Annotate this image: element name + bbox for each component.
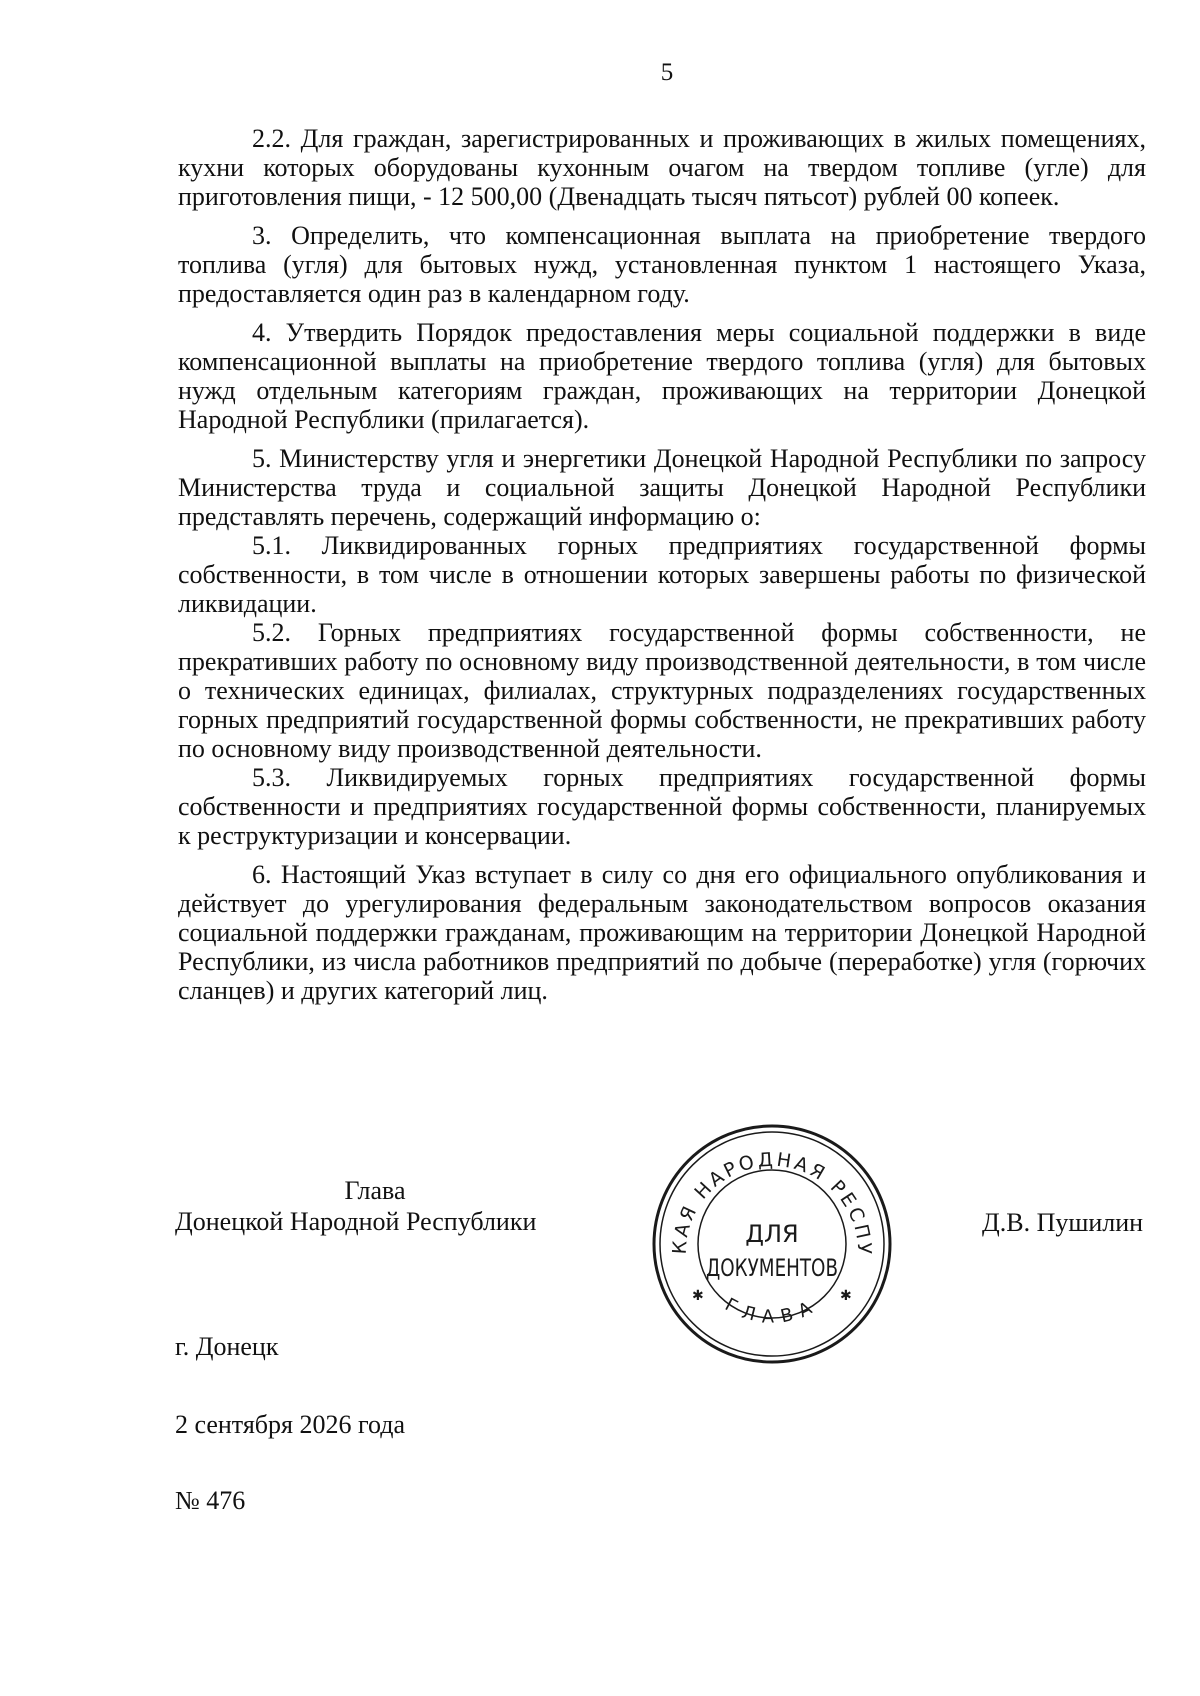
place-of-signing: г. Донецк xyxy=(175,1332,279,1361)
signatory-title: Глава xyxy=(344,1176,406,1205)
seal-bottom-text: ГЛАВА xyxy=(721,1294,823,1328)
decree-number: № 476 xyxy=(175,1486,246,1515)
seal-center-line-1: ДЛЯ xyxy=(745,1220,799,1248)
page-number: 5 xyxy=(660,59,674,86)
decree-date: 2 сентября 2026 года xyxy=(175,1410,406,1439)
paragraph-5-1: 5.1. Ликвидированных горных предприятиях государственной формы собственности, в том числе в отношении которых завершены работы по физической ликвидации. xyxy=(178,531,1146,618)
signature-block xyxy=(175,1176,595,1236)
paragraph-6: 6. Настоящий Указ вступает в силу со дня его официального опубликования и действует до урегулирования федеральным законодательством вопросов оказания социальной поддержки гражданам, проживающим на территории Донецкой Народной Республики, из числа работников предприятий по добыче (переработке) угля (горючих сланцев) и других категорий лиц. xyxy=(178,860,1146,1005)
official-seal xyxy=(650,1122,894,1366)
paragraph-3: 3. Определить, что компенсационная выплата на приобретение твердого топлива (угля) для бытовых нужд, установленная пунктом 1 настоящего Указа, предоставляется один раз в календарном году. xyxy=(178,221,1146,308)
paragraph-5: 5. Министерству угля и энергетики Донецкой Народной Республики по запросу Министерства труда и социальной защиты Донецкой Народной Республики представлять перечень, содержащий информацию о: xyxy=(178,444,1146,531)
seal-center-line-2: ДОКУМЕНТОВ xyxy=(706,1254,838,1282)
signatory-organization: Донецкой Народной Республики xyxy=(175,1207,537,1236)
document-body xyxy=(178,124,1146,1005)
seal-outer-text: КАЯ НАРОДНАЯ РЕСПУ xyxy=(668,1148,876,1258)
paragraph-5-3: 5.3. Ликвидируемых горных предприятиях государственной формы собственности и предприятиях государственной формы собственности, планируемых к реструктуризации и консервации. xyxy=(178,763,1146,850)
paragraph-5-2: 5.2. Горных предприятиях государственной формы собственности, не прекративших работу по основному виду производственной деятельности, в том числе о технических единицах, филиалах, структурных подразделениях государственных горных предприятий государственной формы собственности, не прекративших работу по основному виду производственной деятельности. xyxy=(178,618,1146,763)
seal-star-right-icon: ✱ xyxy=(840,1288,852,1304)
seal-graphic xyxy=(650,1122,894,1366)
paragraph-2-2: 2.2. Для граждан, зарегистрированных и проживающих в жилых помещениях, кухни которых оборудованы кухонным очагом на твердом топливе (угле) для приготовления пищи, - 12 500,00 (Двенадцать тысяч пятьсот) рублей 00 копеек. xyxy=(178,124,1146,211)
paragraph-4: 4. Утвердить Порядок предоставления меры социальной поддержки в виде компенсационной выплаты на приобретение твердого топлива (угля) для бытовых нужд отдельным категориям граждан, проживающих на территории Донецкой Народной Республики (прилагается). xyxy=(178,318,1146,434)
signatory-name: Д.В. Пушилин xyxy=(982,1208,1144,1237)
seal-star-left-icon: ✱ xyxy=(692,1288,704,1304)
